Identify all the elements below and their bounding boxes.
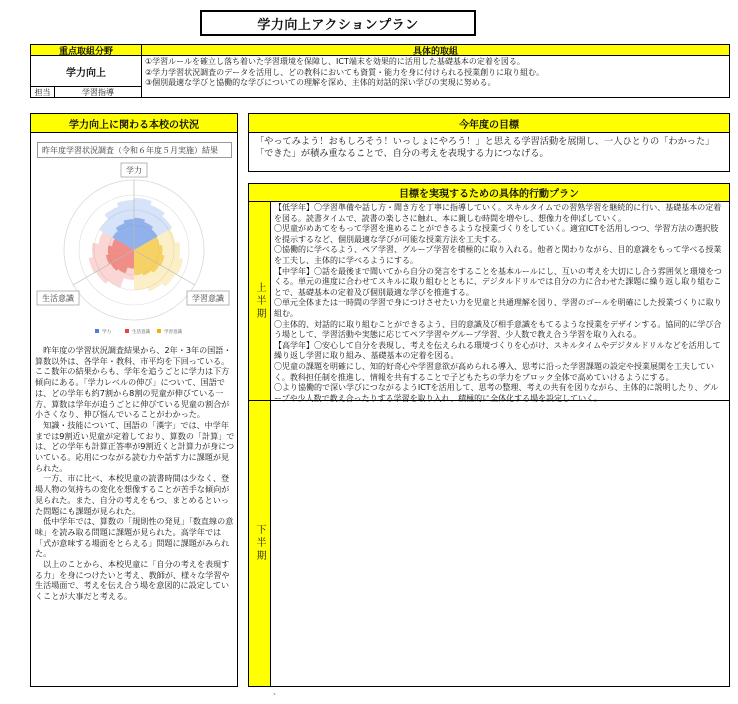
concrete-list bbox=[141, 55, 730, 98]
school-status-header: 学力向上に関わる本校の状況 bbox=[30, 113, 238, 133]
axis-label-academic: 学力 bbox=[126, 166, 142, 175]
page-title: 学力向上アクションプラン bbox=[200, 10, 476, 36]
concrete-item: ③個別最適な学びと協働的な学びについての理解を深め、主体的対話的深い学びの実現に努める。 bbox=[145, 78, 496, 88]
first-half-label: 上半期 bbox=[248, 201, 271, 401]
plan-line: 〇児童の課題を明確にし、知的好奇心や学習意欲が高められる導入、思考に沿った学習課題の設定や授業展開を工夫していく。教科担任制を推進し、情報を共有することで子どもたちの学力をブロック全体で高めていけるようにする。 bbox=[274, 361, 714, 382]
legend-swatch-life bbox=[125, 329, 129, 333]
status-radar-chart bbox=[37, 160, 232, 340]
radar-segments bbox=[89, 198, 184, 291]
plan-line: 【低学年】〇学習準備や話し方・聞き方を丁寧に指導していく。スキルタイムでの習熟学習を継続的に行い、基礎基本の定着を図る。読書タイムで、読書の楽しさに触れ、本に親しむ時間を増やし、想像力を伸ばしていく。 bbox=[274, 203, 722, 223]
status-paragraph: 一方、市に比べ、本校児童の読書時間は少なく、登場人物の気持ちの変化を想像することが苦手な傾向が見られた。また、自分の考えをもつ、まとめるといった問題にも課題が見られた。 bbox=[35, 473, 230, 516]
concrete-item: ①学習ルールを確立し落ち着いた学習環境を保障し、ICT端末を効果的に活用した基礎基本の定着を図る。 bbox=[145, 57, 525, 66]
plan-line: 〇より協働的で深い学びにつながるようICTを活用して、思考の整理、考えの共有を図りながら、主体的に説明したり、グループや少人数で教え合ったりする学習を取り入れ、積極的に全体化する場を設定していく。 bbox=[274, 383, 719, 403]
status-paragraph: 以上のことから、本校児童に「自分の考えを表現する力」を身につけたいと考え、教師が、様々な学習や生活場面で、考えを伝え合う場を意図的に設定していくことが大事だと考える。 bbox=[35, 559, 230, 602]
status-paragraph: 知識・技能について、国語の「漢字」では、中学年までは9割近い児童が定着しており、算数の「計算」では、どの学年も計算正答率が9割近くと計算力が身についている。応用につながる読む力や話す力に課題が見られた。 bbox=[35, 419, 235, 473]
axis-label-life: 生活意識 bbox=[42, 294, 74, 303]
goal-header: 今年度の目標 bbox=[248, 113, 730, 133]
legend-swatch-academic bbox=[95, 329, 99, 333]
first-half-plan bbox=[270, 201, 730, 401]
legend-label-life: 生活意識 bbox=[132, 330, 150, 335]
school-status-text bbox=[35, 345, 235, 602]
plan-header: 目標を実現するための具体的行動プラン bbox=[248, 183, 730, 202]
status-paragraph: 低中学年では、算数の「規則性の発見」「数直線の意味」を読み取る問題に課題が見られた。高学年では「式が意味する場面をとらえる」問題に課題がみられた。 bbox=[35, 516, 234, 559]
footer-mark: 、 bbox=[273, 687, 281, 696]
axis-label-study: 学習意識 bbox=[192, 294, 224, 303]
second-half-label: 下半期 bbox=[248, 400, 271, 687]
concrete-header: 具体的取組 bbox=[141, 44, 730, 56]
chart-legend bbox=[95, 328, 182, 335]
survey-label: 昨年度学習状況調査（令和６年度５月実施）結果 bbox=[37, 142, 232, 158]
plan-line: 〇児童がめあてをもって学習を進めることができるような授業づくりをしていく。適宜ICTを活用しつつ、学習方法の選択肢を提示するなど、個別最適な学びが可能な授業方法を工夫する。 bbox=[274, 224, 719, 244]
tanto-label: 担当 bbox=[30, 86, 55, 98]
legend-label-study: 学習意識 bbox=[164, 330, 182, 335]
status-paragraph: 昨年度の学習状況調査結果から、2年・3年の国語・算数以外は、各学年・教科、市平均を下回っている。ここ数年の結果からも、学年を追うごとに学力は下方傾向にある。「学力レベルの伸び」について、国語では、どの学年も約7割から8割の児童が伸びている一方、算数は学年が追うごとに伸びている児童の割合が小さくなり、伸び悩んでいることがわかった。 bbox=[35, 345, 232, 420]
focus-area-header: 重点取組分野 bbox=[30, 44, 142, 56]
concrete-item: ②学力学習状況調査のデータを活用し、どの教科においても資質・能力を身に付けられる授業創りに取り組む。 bbox=[145, 67, 545, 77]
plan-line: 【中学年】〇話を最後まで聞いてから自分の発言をすることを基本ルールにし、互いの考えを大切にし合う雰囲気と環境をつくる。単元の進度に合わせてスキルに取り組むとともに、デジタルドリルでは自分の力に合わせた課題に繰り返し取り組むことで、基礎基本の定着及び個別最適な学びを推進する。 bbox=[274, 266, 722, 297]
legend-swatch-study bbox=[157, 329, 161, 333]
second-half-plan bbox=[270, 400, 730, 687]
tanto-value: 学習指導 bbox=[54, 86, 142, 98]
legend-label-academic: 学力 bbox=[102, 330, 111, 335]
plan-line: 〇主体的、対話的に取り組むことができるよう、目的意識及び相手意識をもてるような授業をデザインする。協同的に学び合う場として、学習活動や実態に応じてペア学習やグループ学習、少人数で教え合う学習を取り入れる。 bbox=[274, 319, 722, 340]
focus-area-value: 学力向上 bbox=[30, 55, 142, 87]
plan-line: 〇単元全体または一時間の学習で身につけさせたい力を児童と共通理解を図り、学習のゴールを明確にした授業づくりに取り組む。 bbox=[274, 298, 722, 318]
plan-line: 【高学年】〇安心して自分を表現し、考えを伝えられる環境づくりを心がけ、スキルタイムやデジタルドリルなどを活用して繰り返し学習に取り組み、基礎基本の定着を図る。 bbox=[274, 340, 721, 361]
plan-line: 〇協働的に学べるよう、ペア学習、グループ学習を積極的に取り入れる。他者と関わりながら、目的意識をもって学べる授業を工夫し、主体的に学べるようにする。 bbox=[274, 245, 722, 265]
goal-text: 「やってみよう！おもしろそう！いっしょにやろう！」と思える学習活動を展開し、一人ひとりの「わかった」「できた」が積み重なることで、自分の考えを表現する力につなげる。 bbox=[248, 132, 730, 172]
